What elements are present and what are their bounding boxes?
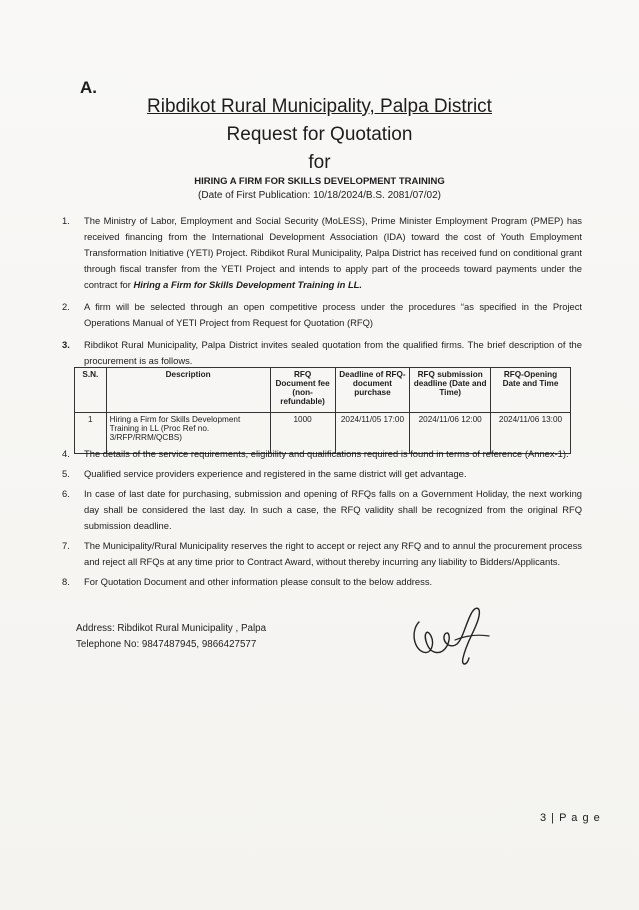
column-header: RFQ submission deadline (Date and Time) [410, 368, 491, 413]
list-item [62, 337, 582, 369]
item-emphasis: Hiring a Firm for Skills Development Training in LL. [133, 279, 363, 290]
item-number: 1. [62, 215, 70, 226]
table-header-row [75, 368, 571, 413]
table-cell: 2024/11/06 12:00 [410, 413, 491, 454]
items-list-top [62, 213, 582, 369]
table-cell: 2024/11/06 13:00 [491, 413, 571, 454]
subject-line: HIRING A FIRM FOR SKILLS DEVELOPMENT TRAINING [194, 176, 445, 187]
item-text: The Ministry of Labor, Employment and Social Security (MoLESS), Prime Minister Employment Program (PMEP) has received financing from the International Development Association (IDA) toward the cost of Youth Employment Transformation Initiative (YETI) Project. Ribdikot Rural Municipality, Palpa District has received fund on conditional grant through fiscal transfer from the YETI Project and intends to apply part of the proceeds toward payments under the contract for Hiring a Firm for Skills Development Training in LL. [84, 215, 582, 290]
item-number: 5. [62, 468, 70, 479]
item-number: 2. [62, 301, 70, 312]
item-text: Qualified service providers experience and registered in the same district will get advantage. [84, 468, 467, 479]
items-list-bottom [62, 446, 582, 590]
column-header: RFQ-Opening Date and Time [491, 368, 571, 413]
item-text: A firm will be selected through an open competitive process under the procedures “as specified in the Project Operations Manual of YETI Project from Request for Quotation (RFQ) [84, 301, 582, 328]
column-header: Description [106, 368, 270, 413]
section-label: A. [80, 78, 97, 97]
item-number: 6. [62, 488, 70, 499]
document-title: Request for Quotation [226, 124, 413, 145]
column-header: S.N. [75, 368, 107, 413]
table-cell: Hiring a Firm for Skills Development Training in LL (Proc Ref no. 3/RFP/RRM/QCBS) [106, 413, 270, 454]
address-line: Address: Ribdikot Rural Municipality , Palpa [76, 623, 267, 634]
list-item [62, 213, 582, 293]
column-header: RFQ Document fee (non-refundable) [270, 368, 335, 413]
item-text: Ribdikot Rural Municipality, Palpa District invites sealed quotation from the qualified firms. The brief description of the procurement is as follows. [84, 339, 582, 366]
publication-date: (Date of First Publication: 10/18/2024/B.S. 2081/07/02) [198, 190, 441, 201]
item-text: In case of last date for purchasing, submission and opening of RFQs falls on a Government Holiday, the next working day shall be considered the last day. In such a case, the RFQ validity shall be recognized from the original RFQ submission deadline. [84, 488, 582, 531]
table-cell: 2024/11/05 17:00 [335, 413, 410, 454]
list-item [62, 446, 582, 462]
contact-block [76, 621, 266, 653]
list-item [62, 486, 582, 534]
procurement-table [74, 367, 571, 454]
municipality-title: Ribdikot Rural Municipality, Palpa District [147, 96, 492, 117]
list-item [62, 538, 582, 570]
for-label: for [308, 152, 331, 173]
item-text: The Municipality/Rural Municipality reserves the right to accept or reject any RFQ and to annul the procurement process and reject all RFQs at any time prior to Contract Award, without thereby incurring any liability to Bidders/Applicants. [84, 540, 582, 567]
item-number: 7. [62, 540, 70, 551]
list-item [62, 466, 582, 482]
list-item [62, 574, 582, 590]
telephone-line: Telephone No: 9847487945, 9866427577 [76, 639, 257, 650]
item-text: For Quotation Document and other information please consult to the below address. [84, 576, 433, 587]
signature-image [405, 600, 495, 670]
item-number: 3. [62, 339, 70, 350]
column-header: Deadline of RFQ-document purchase [335, 368, 410, 413]
page-number: 3 | P a g e [540, 812, 601, 824]
table-cell: 1 [75, 413, 107, 454]
item-number: 4. [62, 448, 70, 459]
item-number: 8. [62, 576, 70, 587]
table-cell: 1000 [270, 413, 335, 454]
list-item [62, 299, 582, 331]
item-text: The details of the service requirements, eligibility and qualifications required is found in terms of reference (Annex-1). [84, 448, 569, 459]
